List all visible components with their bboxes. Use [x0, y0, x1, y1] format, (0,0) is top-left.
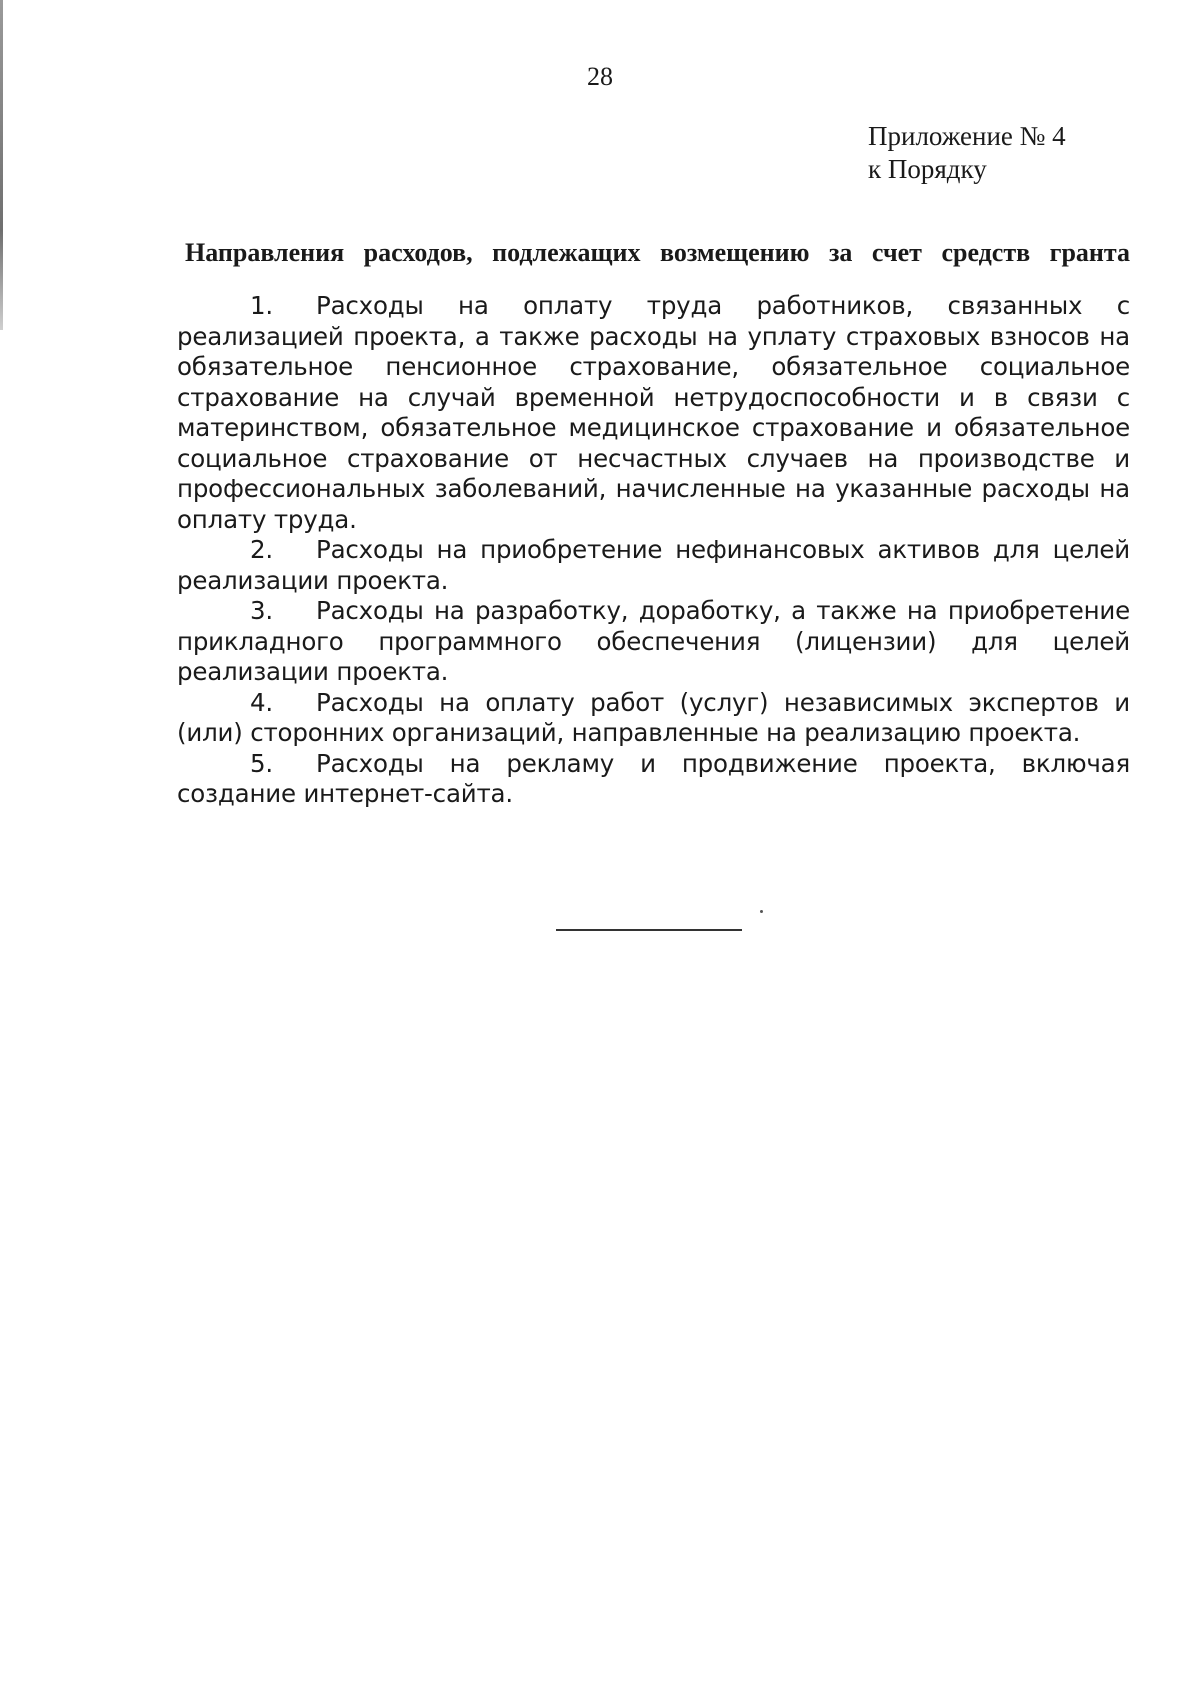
list-item: [177, 535, 1130, 596]
item-text: Расходы на приобретение нефинансовых активов для целей реализации проекта.: [177, 535, 1130, 595]
item-number: 4.: [250, 687, 273, 717]
list-item: [177, 688, 1130, 749]
list-item: [177, 596, 1130, 688]
appendix-number: Приложение № 4: [868, 121, 1066, 151]
scan-edge-shadow: [0, 0, 3, 330]
page-number: 28: [587, 62, 613, 91]
item-text: Расходы на рекламу и продвижение проекта, включая создание интернет-сайта.: [177, 748, 1130, 808]
appendix-order-reference: к Порядку: [868, 154, 987, 184]
document-title: Направления расходов, подлежащих возмещению за счет средств гранта: [185, 238, 1130, 267]
closing-rule: [556, 929, 742, 931]
item-number: 2.: [250, 535, 273, 564]
appendix-reference: [868, 120, 1066, 186]
list-item: [177, 749, 1130, 810]
item-number: 1.: [250, 291, 273, 320]
list-item: [177, 291, 1130, 535]
item-text: Расходы на разработку, доработку, а также на приобретение прикладного программного обеспечения (лицензии) для целей реализации проекта.: [177, 596, 1130, 686]
item-text: Расходы на оплату работ (услуг) независимых экспертов и (или) сторонних организаций, направленные на реализацию проекта.: [177, 687, 1130, 747]
expense-items-list: [177, 291, 1130, 810]
item-text: Расходы на оплату труда работников, связанных с реализацией проекта, а также расходы на уплату страховых взносов на обязательное пенсионное страхование, обязательное социальное страхование на случай временной нетрудоспособности и в связи с материнством, обязательное медицинское страхование и обязательное социальное страхование от несчастных случаев на производстве и профессиональных заболеваний, начисленные на указанные расходы на оплату труда.: [177, 291, 1130, 534]
scan-speck: [760, 910, 763, 913]
item-number: 3.: [250, 596, 273, 625]
item-number: 5.: [250, 748, 273, 778]
